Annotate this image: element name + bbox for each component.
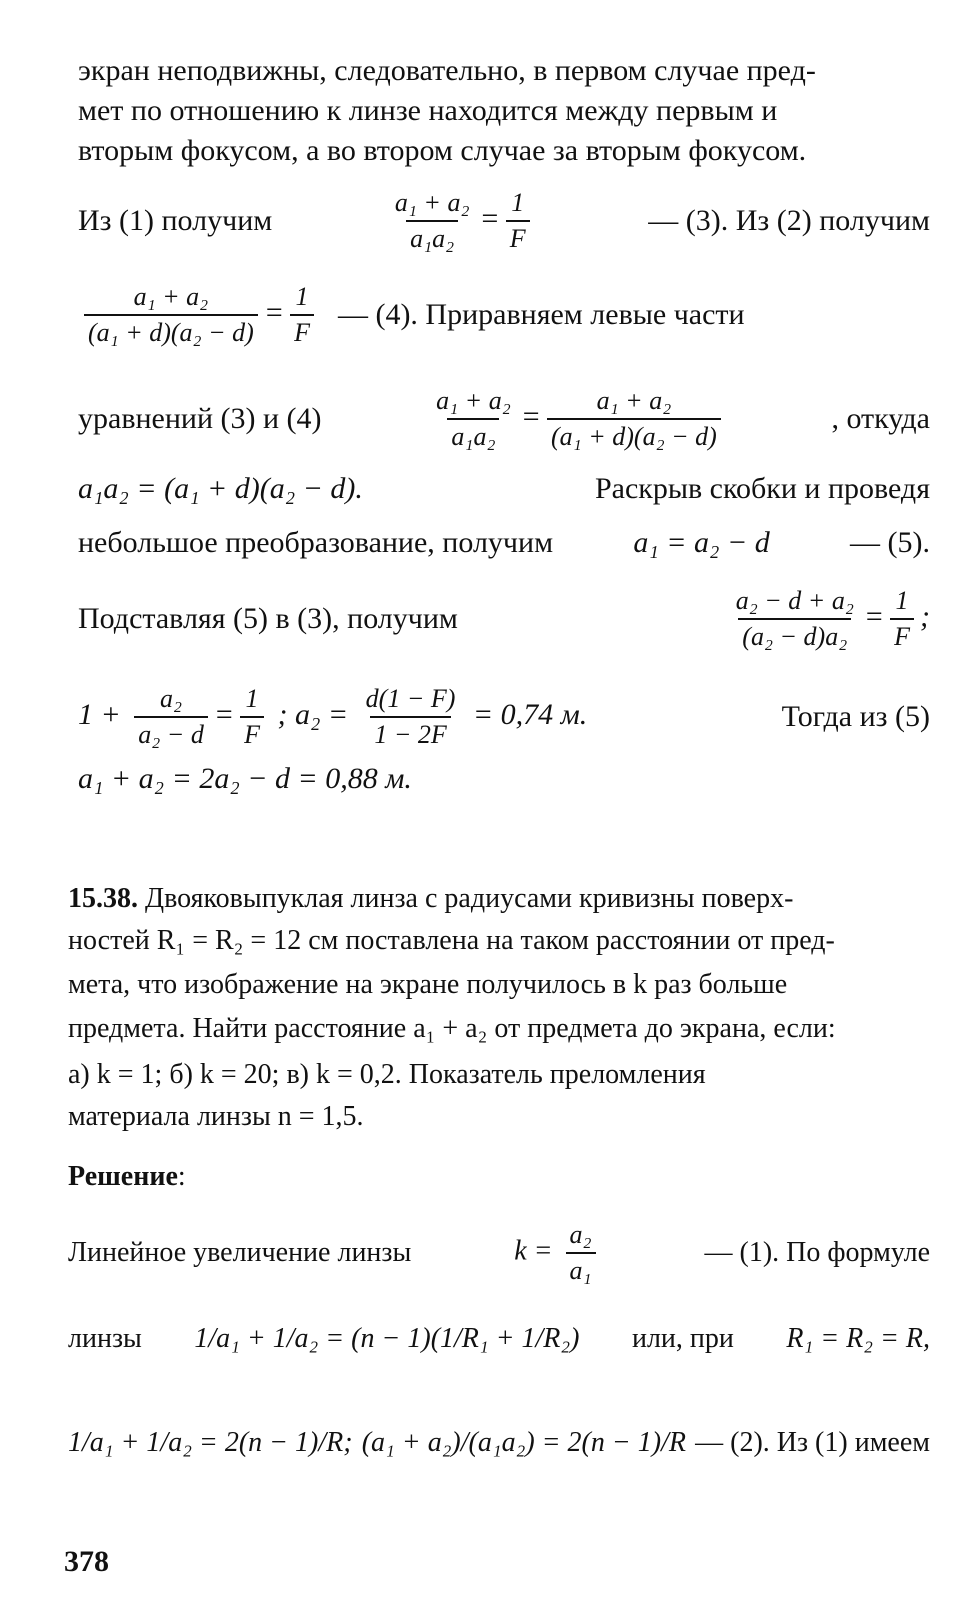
text-line	[78, 132, 930, 170]
text: небольшое преобразование, получим	[78, 526, 554, 559]
text: — (5).	[850, 526, 930, 559]
fraction-numerator: 1	[895, 586, 909, 615]
problem-number: 15.38.	[68, 883, 138, 914]
text: — (2). Из (1) имеем	[695, 1427, 930, 1458]
fraction-numerator: 1	[511, 188, 525, 217]
fraction-denominator: a₁a₂	[447, 418, 499, 452]
solution-line-3	[68, 1424, 930, 1462]
equation-line-a2	[78, 684, 930, 750]
fraction-denominator: (a₁ + d)(a₂ − d)	[547, 418, 721, 452]
problem-line	[68, 1010, 930, 1048]
equation-5: a₁ = a₂ − d	[633, 526, 770, 559]
equation-3: $\frac{\text{a₁ + a₂}}{\text{a₁a₂}}$ = $\frac{1}{F}$	[385, 188, 536, 254]
equation-line-34	[78, 386, 930, 452]
equation-substitution: $\frac{\text{a₂ − d + a₂}}{\text{(a₂ − d)a₂}}$ = $\frac{1}{F}$ ;	[726, 586, 930, 652]
text-line	[78, 92, 930, 130]
equation-lens-formula: 1/a₁ + 1/a₂ = (n − 1)(1/R₁ + 1/R₂)	[194, 1323, 580, 1354]
fraction-numerator: a₂ − d + a₂	[735, 586, 854, 615]
fraction-numerator: a₁ + a₂	[133, 282, 209, 311]
fraction-denominator: F	[240, 716, 264, 750]
text: Тогда из (5)	[781, 700, 930, 733]
text: или, при	[631, 1323, 734, 1354]
text-line	[78, 52, 930, 90]
text: экран неподвижны, следовательно, в первом случае пред-	[78, 54, 816, 87]
fraction-denominator: (a₂ − d)a₂	[738, 618, 851, 652]
fraction-numerator: d(1 − F)	[365, 684, 456, 713]
text: Линейное увеличение линзы	[68, 1237, 412, 1268]
fraction-denominator: F	[290, 314, 314, 348]
equation-line-sub	[78, 586, 930, 652]
text: — (1). По формуле	[704, 1237, 930, 1268]
text: ; a₂ =	[277, 697, 349, 731]
text-line	[78, 524, 930, 562]
text-line	[78, 470, 930, 508]
equation: R₁ = R₂ = R,	[786, 1323, 930, 1354]
problem-line	[68, 922, 930, 960]
problem-line	[68, 1056, 930, 1094]
text: предмета. Найти расстояние a₁ + a₂ от предмета до экрана, если:	[68, 1013, 836, 1044]
text: мет по отношению к линзе находится между первым и	[78, 94, 778, 127]
solution-line-2	[68, 1320, 930, 1358]
text: вторым фокусом, а во втором случае за вторым фокусом.	[78, 134, 807, 167]
text: — (4). Приравняем левые части	[337, 298, 745, 331]
text: 1 +	[78, 697, 121, 731]
text: ;	[920, 599, 930, 633]
fraction-numerator: a₁ + a₂	[596, 386, 672, 415]
text: — (3). Из (2) получим	[648, 204, 930, 237]
text: = 0,74 м.	[472, 697, 588, 731]
text: линзы	[68, 1323, 142, 1354]
solution-heading	[68, 1158, 930, 1196]
fraction-denominator: 1 − 2F	[370, 716, 450, 750]
equation-2: (a₁ + a₂)/(a₁a₂) = 2(n − 1)/R	[361, 1427, 686, 1458]
text: а) k = 1; б) k = 20; в) k = 0,2. Показатель преломления	[68, 1059, 706, 1090]
fraction-numerator: a₁ + a₂	[394, 188, 470, 217]
heading: Решение	[68, 1161, 178, 1192]
text: Подставляя (5) в (3), получим	[78, 602, 458, 635]
problem-line	[68, 966, 930, 1004]
fraction-denominator: F	[506, 220, 530, 254]
equation-result: a₁ + a₂ = 2a₂ − d = 0,88 м.	[78, 762, 412, 795]
equation: a₁a₂ = (a₁ + d)(a₂ − d).	[78, 472, 363, 505]
text: ностей R₁ = R₂ = 12 см поставлена на таком расстоянии от пред-	[68, 925, 835, 956]
equation-4: $\frac{\text{a₁ + a₂}}{\text{(a₁ + d)(a₂ − d)}}$ = $\frac{1}{F}$	[78, 282, 320, 348]
fraction-denominator: a₂ − d	[134, 716, 208, 750]
fraction-numerator: a₁ + a₂	[436, 386, 511, 415]
text: k =	[514, 1235, 553, 1267]
text: материала линзы n = 1,5.	[68, 1101, 364, 1132]
fraction-numerator: a₂	[569, 1220, 592, 1249]
fraction-numerator: a₂	[160, 684, 183, 713]
text: мета, что изображение на экране получилось в k раз больше	[68, 969, 788, 1000]
fraction-denominator: (a₁ + d)(a₂ − d)	[84, 314, 258, 348]
solution-line-1	[68, 1220, 930, 1286]
equation-a2: 1 + $\frac{\text{a₂}}{\text{a₂ − d}}$ = $\frac{1}{F}$ ; a₂ = $\frac{d(1 - F)}{1 - 2F}$ = 0,74 м.	[78, 684, 588, 749]
problem-line	[68, 880, 930, 918]
equation-line-4	[78, 282, 930, 348]
equation: 1/a₁ + 1/a₂ = 2(n − 1)/R;	[68, 1427, 353, 1458]
fraction-numerator: 1	[295, 282, 309, 311]
fraction-numerator: 1	[245, 684, 259, 713]
text-line	[78, 760, 930, 798]
text: Из (1) получим	[78, 204, 273, 237]
equation-magnification	[514, 1220, 601, 1286]
text: :	[177, 1161, 186, 1192]
text: уравнений (3) и (4)	[78, 402, 322, 435]
fraction-denominator: a₁	[566, 1252, 596, 1286]
text: Раскрыв скобки и проведя	[594, 472, 930, 505]
equation-line-3	[78, 188, 930, 254]
equation-34: $\frac{\text{a₁ + a₂}}{\text{a₁a₂}}$ = $\frac{\text{a₁ + a₂}}{\text{(a₁ + d)(a₂ − d)}}$	[426, 386, 727, 452]
problem-line	[68, 1098, 930, 1136]
text: Двояковыпуклая линза с радиусами кривизны поверх-	[145, 883, 794, 914]
fraction-denominator: F	[890, 618, 914, 652]
text: , откуда	[831, 402, 930, 435]
fraction-denominator: a₁a₂	[406, 220, 458, 254]
page-number: 378	[64, 1545, 109, 1578]
